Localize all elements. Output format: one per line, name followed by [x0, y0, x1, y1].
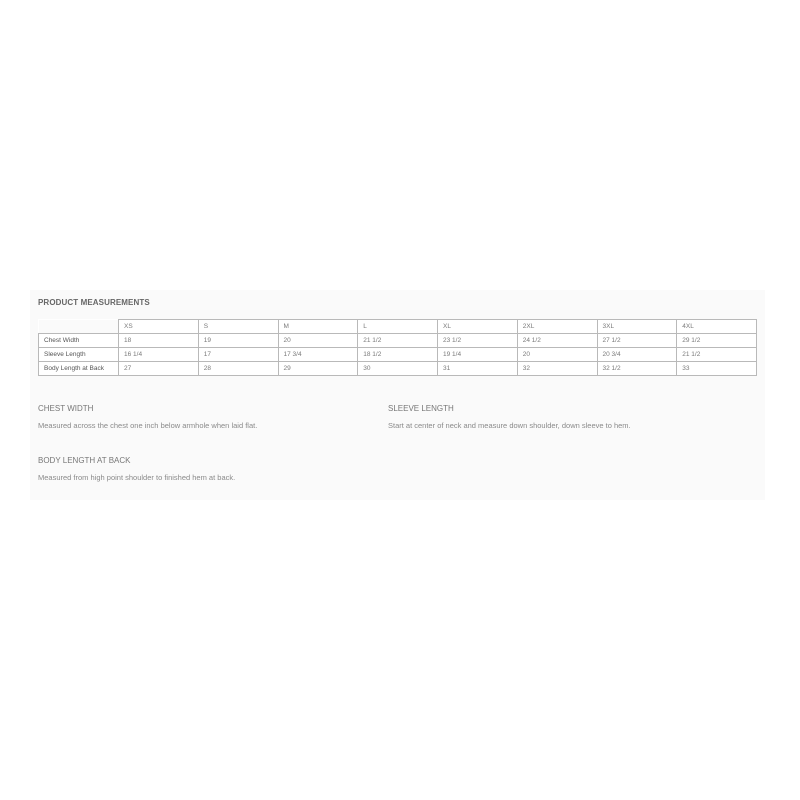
- table-cell: 21 1/2: [358, 334, 438, 348]
- table-cell: 23 1/2: [438, 334, 518, 348]
- size-header: XS: [119, 320, 199, 334]
- table-cell: 21 1/2: [677, 348, 757, 362]
- size-header: L: [358, 320, 438, 334]
- table-cell: 16 1/4: [119, 348, 199, 362]
- table-cell: 19: [198, 334, 278, 348]
- section-heading: PRODUCT MEASUREMENTS: [38, 298, 150, 307]
- chest-width-title: CHEST WIDTH: [38, 404, 94, 413]
- table-row: [39, 334, 757, 348]
- table-cell: 18: [119, 334, 199, 348]
- table-cell: 19 1/4: [438, 348, 518, 362]
- table-cell: 33: [677, 362, 757, 376]
- size-header: S: [198, 320, 278, 334]
- table-cell: 20: [517, 348, 597, 362]
- size-header-row: [39, 320, 757, 334]
- table-row: [39, 362, 757, 376]
- table-cell: 31: [438, 362, 518, 376]
- corner-cell: [39, 320, 119, 334]
- table-cell: 20: [278, 334, 358, 348]
- body-length-title: BODY LENGTH AT BACK: [38, 456, 131, 465]
- table-cell: 32: [517, 362, 597, 376]
- table-row: [39, 348, 757, 362]
- table-cell: 28: [198, 362, 278, 376]
- sleeve-length-title: SLEEVE LENGTH: [388, 404, 454, 413]
- table-cell: 29 1/2: [677, 334, 757, 348]
- table-cell: 27: [119, 362, 199, 376]
- table-cell: 30: [358, 362, 438, 376]
- size-header: 3XL: [597, 320, 677, 334]
- table-cell: 24 1/2: [517, 334, 597, 348]
- table-cell: 29: [278, 362, 358, 376]
- body-length-text: Measured from high point shoulder to finished hem at back.: [38, 473, 236, 482]
- row-label: Body Length at Back: [39, 362, 119, 376]
- table-cell: 17: [198, 348, 278, 362]
- table-cell: 17 3/4: [278, 348, 358, 362]
- measurements-table: [38, 319, 757, 376]
- size-header: XL: [438, 320, 518, 334]
- sleeve-length-text: Start at center of neck and measure down shoulder, down sleeve to hem.: [388, 421, 631, 430]
- row-label: Sleeve Length: [39, 348, 119, 362]
- table-cell: 18 1/2: [358, 348, 438, 362]
- size-header: M: [278, 320, 358, 334]
- row-label: Chest Width: [39, 334, 119, 348]
- size-header: 2XL: [517, 320, 597, 334]
- size-header: 4XL: [677, 320, 757, 334]
- table-cell: 32 1/2: [597, 362, 677, 376]
- table-cell: 20 3/4: [597, 348, 677, 362]
- table-cell: 27 1/2: [597, 334, 677, 348]
- chest-width-text: Measured across the chest one inch below armhole when laid flat.: [38, 421, 258, 430]
